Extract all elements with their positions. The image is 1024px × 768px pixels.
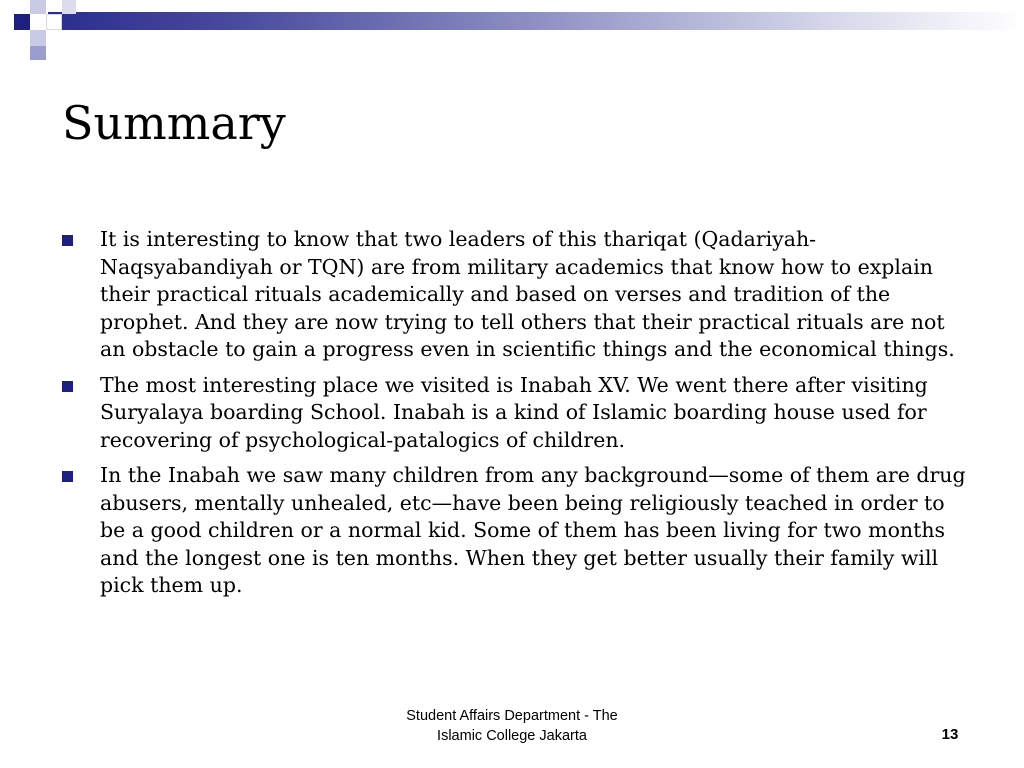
bullet-text: In the Inabah we saw many children from any background—some of them are drug abusers, mentally unhealed, etc—have been being religiously teached in order to be a good children or a normal kid. Some of them has been living for two months and the longest one is ten months. When they get better usually their family will pick them up. — [100, 463, 966, 597]
slide-title: Summary — [62, 96, 286, 150]
decorative-square — [46, 30, 62, 44]
bullet-text: It is interesting to know that two leaders of this thariqat (Qadariyah-Naqsyabandiyah or TQN) are from military academics that know how to explain their practical rituals academically and based on verses and tradition of the prophet. And they are now trying to tell others that their practical rituals are not an obstacle to gain a progress even in scientific things and the economical things. — [100, 227, 955, 361]
bullet-item — [62, 226, 972, 364]
footer-text — [370, 706, 654, 746]
footer-line-1: Student Affairs Department - The — [406, 708, 618, 724]
decorative-square — [14, 14, 30, 30]
decorative-square — [30, 0, 46, 14]
bullet-item — [62, 462, 972, 600]
header-gradient-band — [48, 12, 1024, 30]
decorative-square — [14, 30, 30, 46]
bullet-text: The most interesting place we visited is Inabah XV. We went there after visiting Suryalaya boarding School. Inabah is a kind of Islamic boarding house used for recovering of psychological-patalogics of children. — [100, 372, 928, 452]
square-bullet-icon — [62, 471, 73, 482]
square-bullet-icon — [62, 381, 73, 392]
page-number: 13 — [941, 726, 959, 743]
decorative-square — [46, 14, 62, 30]
bullet-list — [62, 226, 972, 608]
bullet-item — [62, 372, 972, 455]
square-bullet-icon — [62, 235, 73, 246]
decorative-square — [30, 30, 46, 46]
decorative-square — [30, 46, 46, 60]
footer-line-2: Islamic College Jakarta — [437, 728, 587, 744]
decorative-square — [62, 0, 76, 14]
